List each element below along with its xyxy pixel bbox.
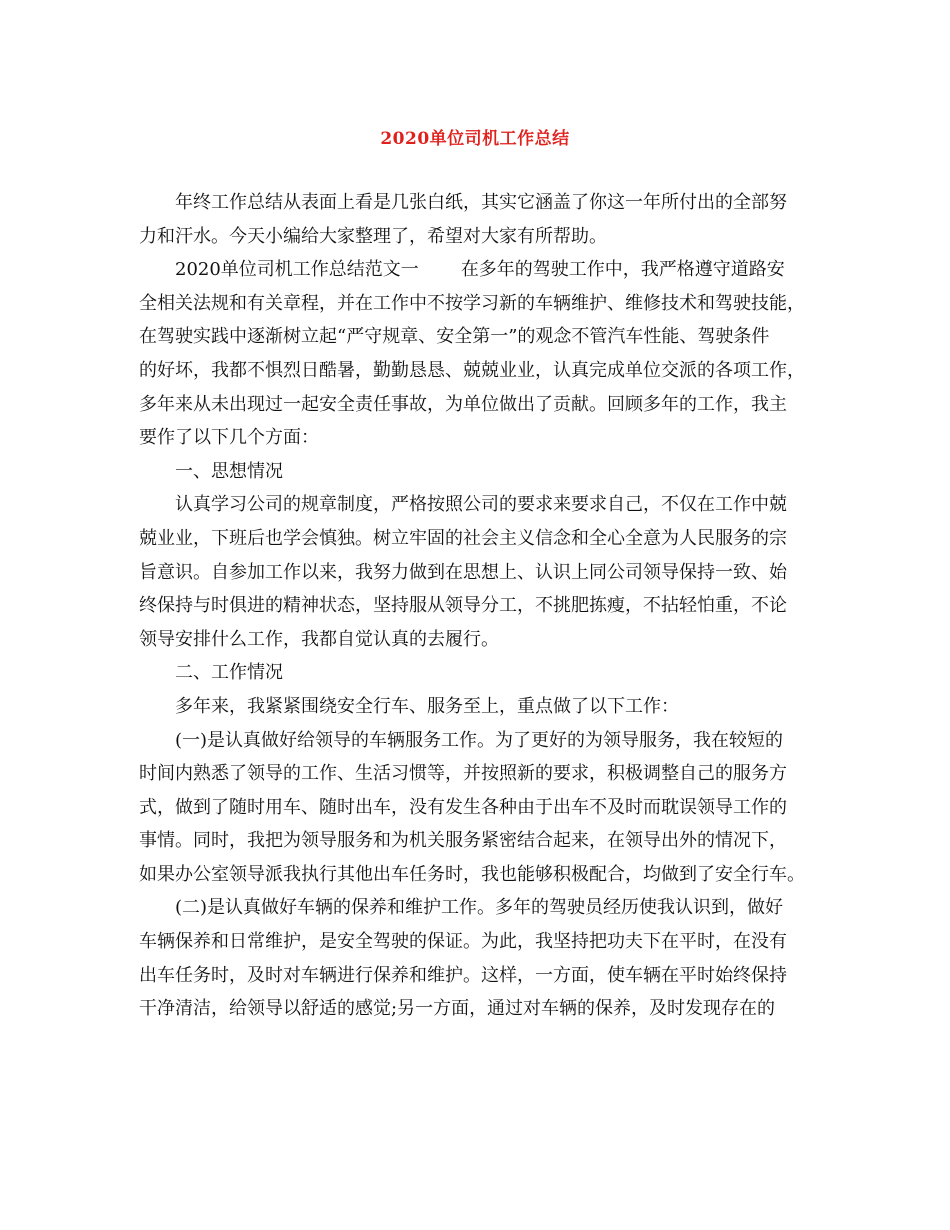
document-body [139,186,811,1026]
body-line: 旨意识。自参加工作以来，我努力做到在思想上、认识上同公司领导保持一致、始 [139,561,787,583]
body-line: 式，做到了随时用车、随时出车，没有发生各种由于出车不及时而耽误领导工作的 [139,796,787,818]
body-line: 全相关法规和有关章程，并在工作中不按学习新的车辆维护、维修技术和驾驶技能， [139,292,805,314]
body-line: 干净清洁，给领导以舒适的感觉;另一方面，通过对车辆的保养，及时发现存在的 [139,998,776,1020]
body-line: 要作了以下几个方面： [139,427,319,449]
body-line: 兢业业，下班后也学会慎独。树立牢固的社会主义信念和全心全意为人民服务的宗 [139,527,787,549]
body-line: 车辆保养和日常维护，是安全驾驶的保证。为此，我坚持把功夫下在平时，在没有 [139,931,787,953]
document-title: 2020单位司机工作总结 [380,129,570,149]
body-line: 多年来从未出现过一起安全责任事故，为单位做出了贡献。回顾多年的工作，我主 [139,393,787,415]
body-line: 出车任务时，及时对车辆进行保养和维护。这样，一方面，使车辆在平时始终保持 [139,964,787,986]
body-line: 领导安排什么工作，我都自觉认真的去履行。 [139,628,499,650]
body-line: 认真学习公司的规章制度，严格按照公司的要求来要求自己，不仅在工作中兢 [175,494,787,516]
body-line: 事情。同时，我把为领导服务和为机关服务紧密结合起来，在领导出外的情况下， [139,830,787,852]
body-line-heading-row [139,253,811,287]
body-line: (二)是认真做好车辆的保养和维护工作。多年的驾驶员经历使我认识到，做好 [175,897,784,919]
section-heading: 2020单位司机工作总结范文一 [175,259,419,281]
section-heading: 一、思想情况 [175,460,283,482]
body-line: (一)是认真做好给领导的车辆服务工作。为了更好的为领导服务，我在较短的 [175,729,784,751]
body-line: 终保持与时俱进的精神状态，坚持服从领导分工，不挑肥拣瘦，不拈轻怕重，不论 [139,595,787,617]
body-line: 力和汗水。今天小编给大家整理了，希望对大家有所帮助。 [139,225,607,247]
body-line: 如果办公室领导派我执行其他出车任务时，我也能够积极配合，均做到了安全行车。 [139,863,805,885]
body-line: 多年来，我紧紧围绕安全行车、服务至上，重点做了以下工作： [175,695,679,717]
body-line: 在驾驶实践中逐渐树立起“严守规章、安全第一”的观念不管汽车性能、驾驶条件 [139,326,770,348]
section-heading: 二、工作情况 [175,662,283,684]
body-line: 的好坏，我都不惧烈日酷暑，勤勤恳恳、兢兢业业，认真完成单位交派的各项工作， [139,359,805,381]
body-line: 年终工作总结从表面上看是几张白纸，其实它涵盖了你这一年所付出的全部努 [175,192,787,213]
body-line: 时间内熟悉了领导的工作、生活习惯等，并按照新的要求，积极调整自己的服务方 [139,763,787,785]
body-line-text: 在多年的驾驶工作中，我严格遵守道路安 [460,259,785,281]
